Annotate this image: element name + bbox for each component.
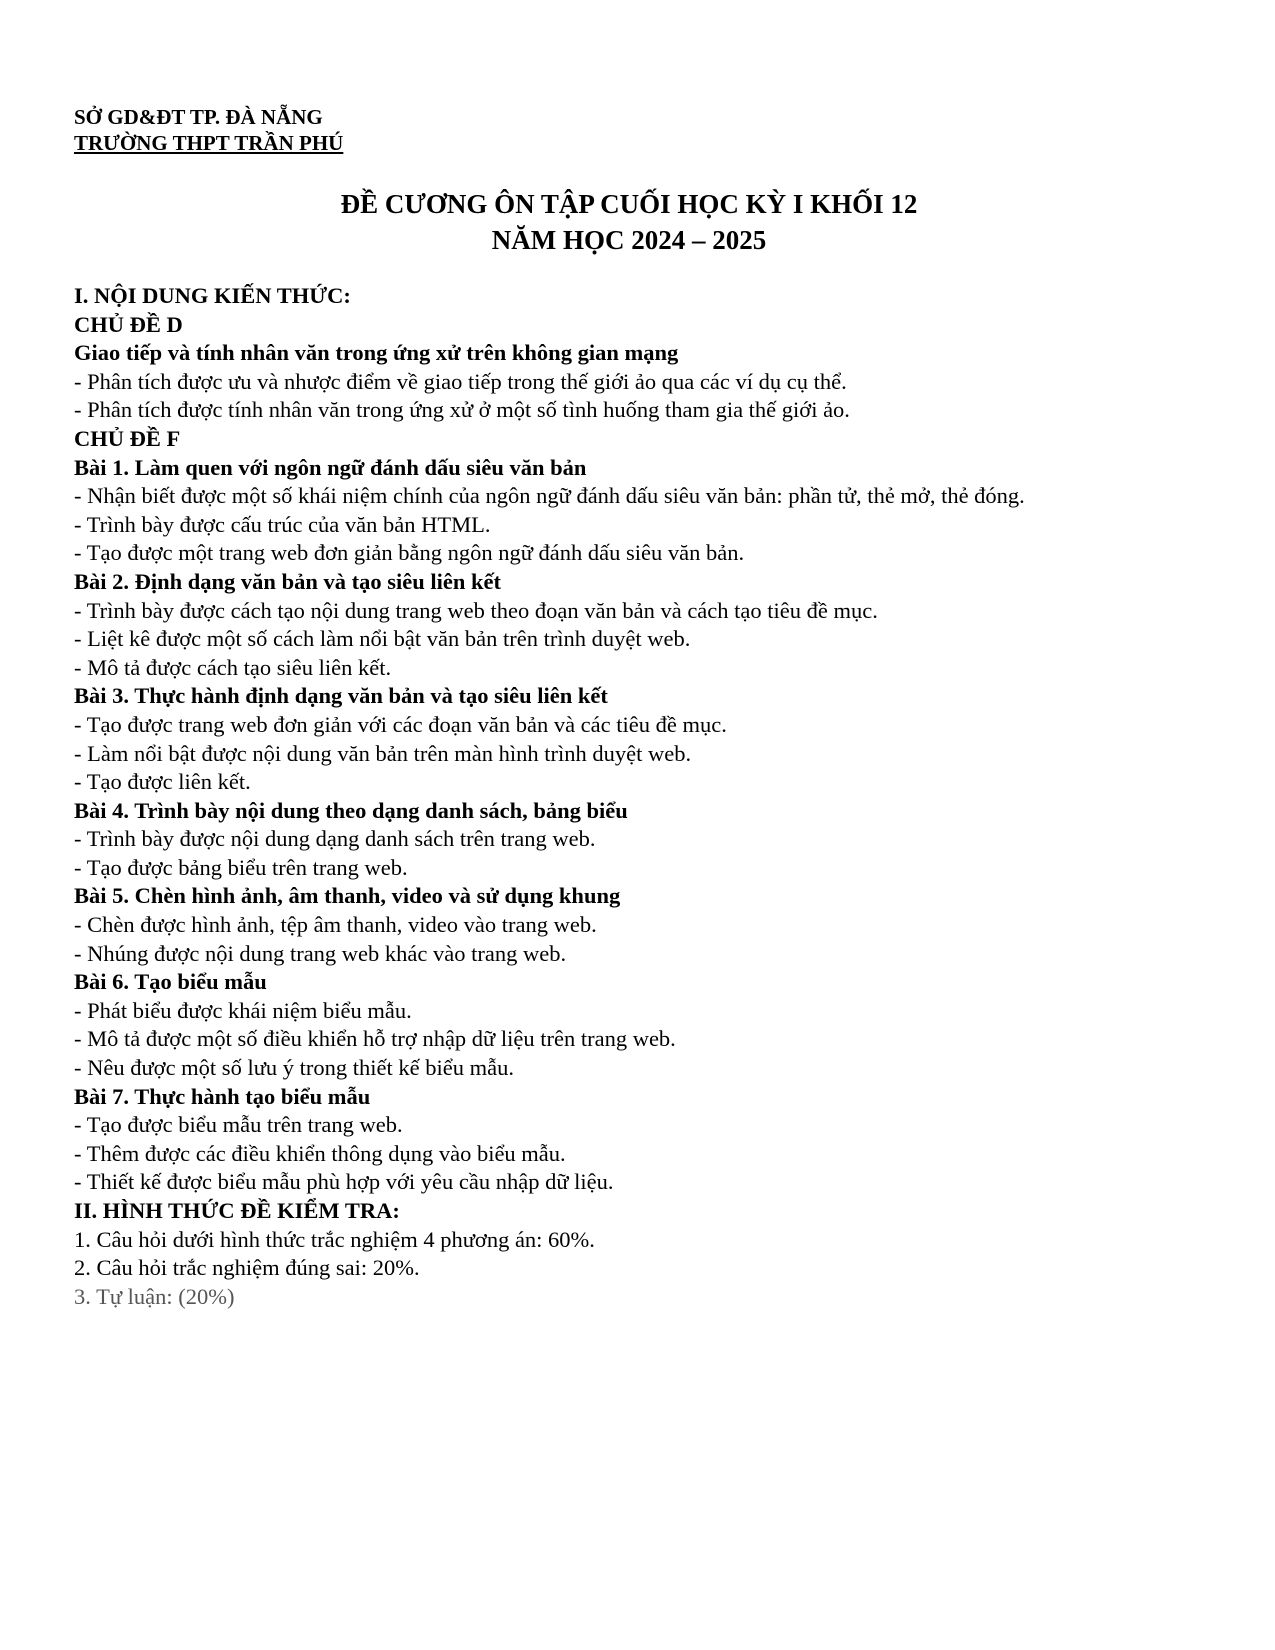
section-heading: I. NỘI DUNG KIẾN THỨC: — [74, 283, 351, 308]
title-line-1: ĐỀ CƯƠNG ÔN TẬP CUỐI HỌC KỲ I KHỐI 12 — [340, 189, 918, 219]
department-name: SỞ GD&ĐT TP. ĐÀ NẴNG — [74, 105, 323, 129]
content-line: 3. Tự luận: (20%) — [74, 1283, 235, 1309]
content-line: - Mô tả được cách tạo siêu liên kết. — [74, 654, 392, 680]
section-heading: Bài 3. Thực hành định dạng văn bản và tạo siêu liên kết — [74, 683, 608, 709]
title-line-2: NĂM HỌC 2024 – 2025 — [491, 225, 767, 255]
content-line: - Liệt kê được một số cách làm nổi bật văn bản trên trình duyệt web. — [74, 626, 691, 652]
content-line: - Nhúng được nội dung trang web khác vào trang web. — [74, 940, 567, 966]
content-line: - Chèn được hình ảnh, tệp âm thanh, video vào trang web. — [74, 912, 597, 938]
school-name: TRƯỜNG THPT TRẦN PHÚ — [74, 131, 344, 155]
content-line: - Làm nổi bật được nội dung văn bản trên màn hình trình duyệt web. — [74, 740, 692, 766]
section-heading: Bài 6. Tạo biểu mẫu — [74, 969, 267, 995]
content-line: - Phân tích được ưu và nhược điểm về giao tiếp trong thế giới ảo qua các ví dụ cụ thể. — [74, 368, 847, 394]
content-line: - Trình bày được nội dung dạng danh sách trên trang web. — [74, 826, 596, 852]
content-line: - Nêu được một số lưu ý trong thiết kế biểu mẫu. — [74, 1055, 514, 1081]
content-line: - Thêm được các điều khiển thông dụng vào biểu mẫu. — [74, 1140, 566, 1166]
document-page — [74, 104, 1214, 1311]
content-line: - Tạo được một trang web đơn giản bằng ngôn ngữ đánh dấu siêu văn bản. — [74, 540, 745, 566]
content-line: 2. Câu hỏi trắc nghiệm đúng sai: 20%. — [74, 1255, 420, 1281]
section-heading: Bài 5. Chèn hình ảnh, âm thanh, video và sử dụng khung — [74, 883, 621, 909]
content-line: - Mô tả được một số điều khiển hỗ trợ nhập dữ liệu trên trang web. — [74, 1026, 676, 1052]
content-line: - Phát biểu được khái niệm biểu mẫu. — [74, 997, 412, 1023]
section-heading: CHỦ ĐỀ D — [74, 311, 183, 337]
content-line: - Thiết kế được biểu mẫu phù hợp với yêu cầu nhập dữ liệu. — [74, 1169, 614, 1195]
content-line: - Phân tích được tính nhân văn trong ứng xử ở một số tình huống tham gia thế giới ảo. — [74, 397, 850, 423]
section-heading: Bài 7. Thực hành tạo biểu mẫu — [74, 1083, 371, 1109]
section-heading: CHỦ ĐỀ F — [74, 425, 181, 451]
section-heading: Bài 4. Trình bày nội dung theo dạng danh sách, bảng biểu — [74, 797, 628, 823]
section-heading: II. HÌNH THỨC ĐỀ KIỂM TRA: — [74, 1198, 400, 1223]
document-body — [74, 282, 1214, 1311]
section-heading: Giao tiếp và tính nhân văn trong ứng xử trên không gian mạng — [74, 340, 679, 366]
content-line: - Tạo được biểu mẫu trên trang web. — [74, 1112, 403, 1138]
section-heading: Bài 1. Làm quen với ngôn ngữ đánh dấu siêu văn bản — [74, 454, 587, 480]
content-line: - Trình bày được cách tạo nội dung trang web theo đoạn văn bản và cách tạo tiêu đề mục. — [74, 597, 878, 623]
content-line: 1. Câu hỏi dưới hình thức trắc nghiệm 4 phương án: 60%. — [74, 1226, 595, 1252]
content-line: - Tạo được liên kết. — [74, 769, 251, 795]
content-line: - Nhận biết được một số khái niệm chính của ngôn ngữ đánh dấu siêu văn bản: phần tử, thẻ mở, thẻ đóng. — [74, 483, 1025, 509]
section-heading: Bài 2. Định dạng văn bản và tạo siêu liên kết — [74, 568, 501, 594]
content-line: - Trình bày được cấu trúc của văn bản HTML. — [74, 511, 491, 537]
document-title — [74, 186, 1184, 258]
content-line: - Tạo được trang web đơn giản với các đoạn văn bản và các tiêu đề mục. — [74, 711, 727, 737]
content-line: - Tạo được bảng biểu trên trang web. — [74, 854, 408, 880]
